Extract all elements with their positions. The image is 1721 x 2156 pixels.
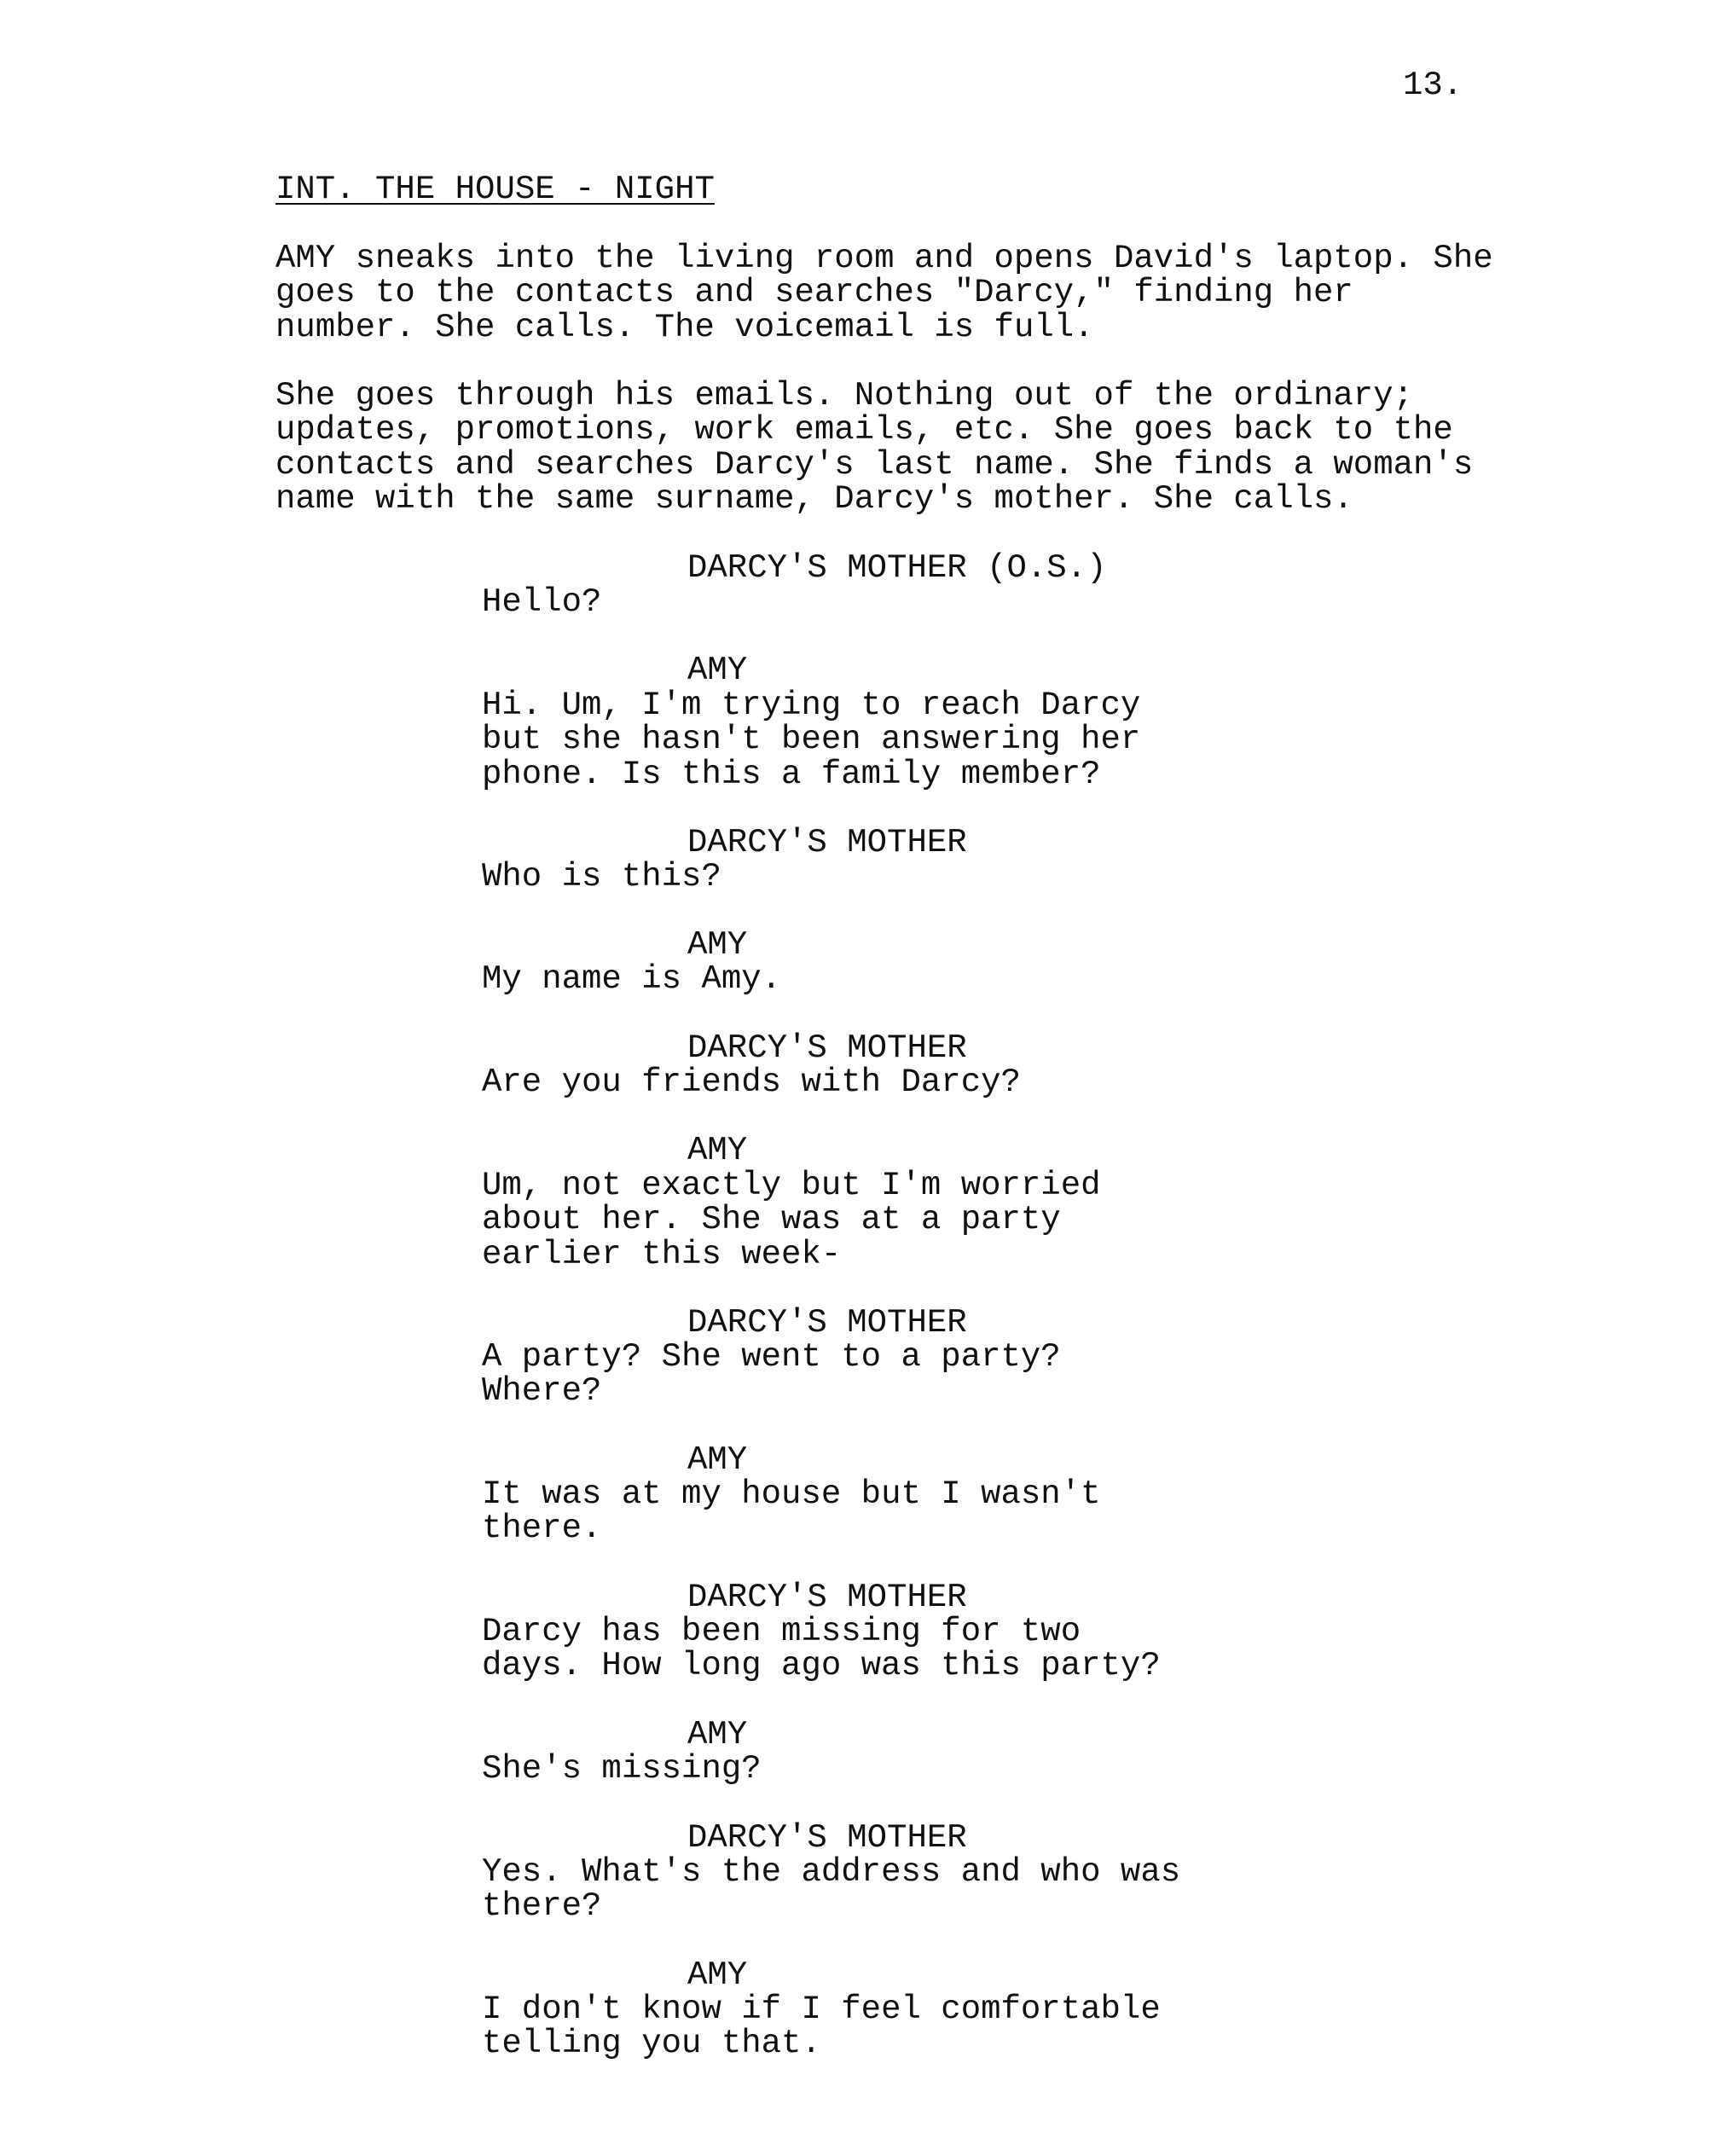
dialogue-line: Yes. What's the address and who was there? xyxy=(482,1853,1181,1926)
character-cue: AMY xyxy=(687,1441,748,1479)
character-cue: AMY xyxy=(687,1956,748,1994)
dialogue-line: Hi. Um, I'm trying to reach Darcy but she hasn't been answering her phone. Is this a family member? xyxy=(482,687,1141,793)
character-cue: DARCY'S MOTHER xyxy=(687,1304,967,1342)
dialogue-line: She's missing? xyxy=(482,1750,762,1788)
character-cue: DARCY'S MOTHER xyxy=(687,1029,967,1067)
character-cue: DARCY'S MOTHER xyxy=(687,1819,967,1857)
dialogue-line: Darcy has been missing for two days. How long ago was this party? xyxy=(482,1613,1161,1685)
dialogue-line: A party? She went to a party? Where? xyxy=(482,1338,1061,1411)
dialogue-line: It was at my house but I wasn't there. xyxy=(482,1475,1101,1548)
dialogue-line: Um, not exactly but I'm worried about her. She was at a party earlier this week- xyxy=(482,1167,1101,1273)
character-cue: DARCY'S MOTHER xyxy=(687,824,967,861)
character-cue: AMY xyxy=(687,926,748,964)
character-cue: AMY xyxy=(687,652,748,689)
character-cue: DARCY'S MOTHER xyxy=(687,1579,967,1616)
dialogue-line: Are you friends with Darcy? xyxy=(482,1064,1021,1101)
action-paragraph-2: She goes through his emails. Nothing out of the ordinary; updates, promotions, work emails, etc. She goes back to the contacts and searches Darcy's last name. She finds a woman's name with the same surname, Darcy's mother. She calls. xyxy=(275,377,1474,518)
page-number: 13. xyxy=(1403,67,1463,104)
character-cue: AMY xyxy=(687,1716,748,1753)
dialogue-line: Hello? xyxy=(482,583,602,621)
character-cue: AMY xyxy=(687,1132,748,1169)
dialogue-line: Who is this? xyxy=(482,858,721,895)
scene-heading: INT. THE HOUSE - NIGHT xyxy=(275,171,715,208)
character-cue: DARCY'S MOTHER (O.S.) xyxy=(687,549,1107,587)
action-paragraph-1: AMY sneaks into the living room and opens David's laptop. She goes to the contacts and searches "Darcy," finding her number. She calls. The voicemail is full. xyxy=(275,240,1493,346)
dialogue-line: I don't know if I feel comfortable telling you that. xyxy=(482,1991,1161,2063)
dialogue-line: My name is Amy. xyxy=(482,960,782,998)
